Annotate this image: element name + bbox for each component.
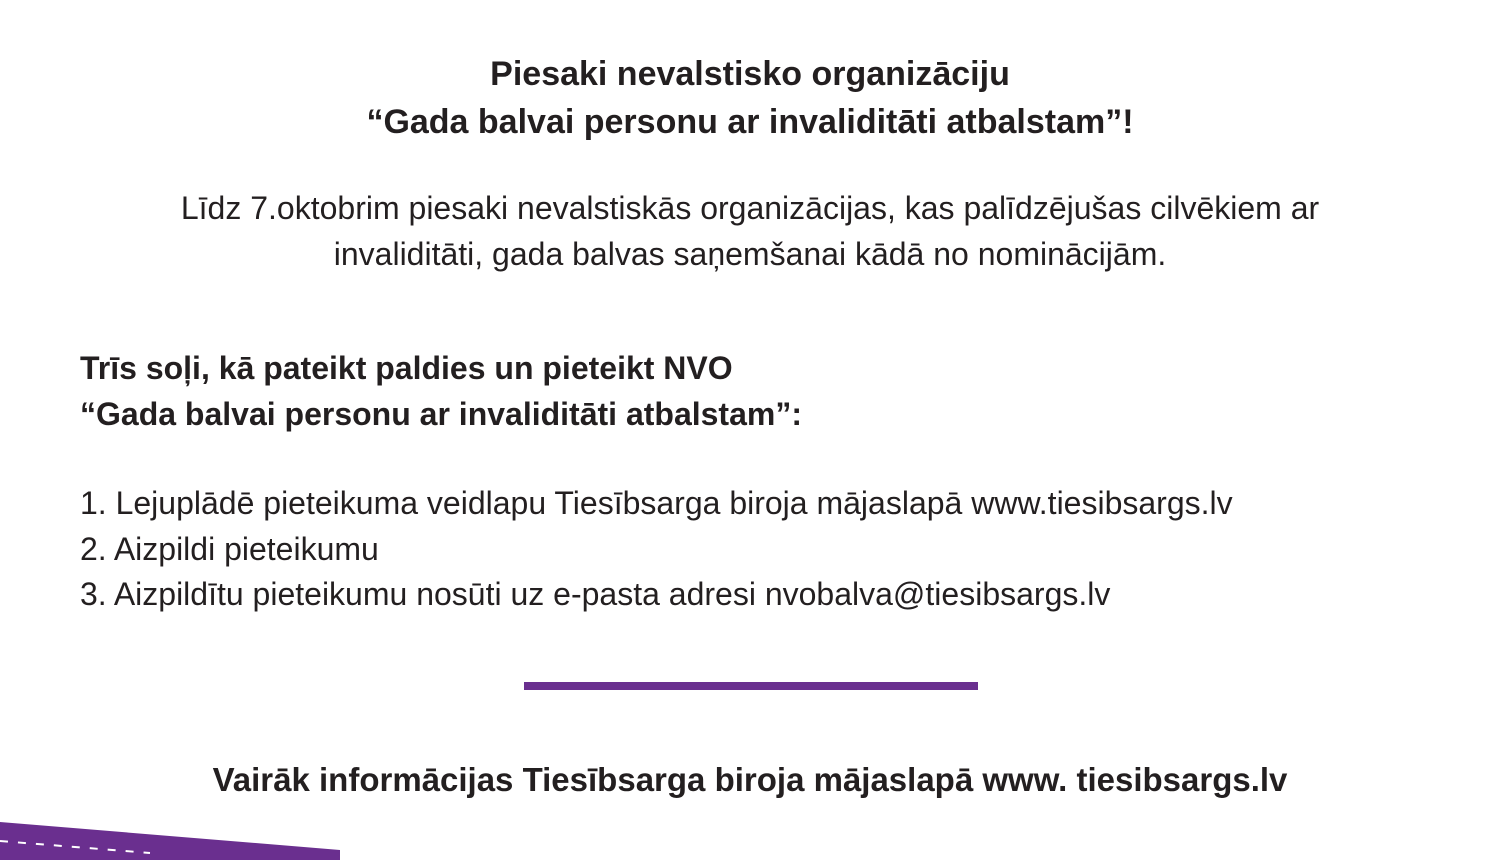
- step-item-1: 1. Lejuplādē pieteikuma veidlapu Tiesībsarga biroja mājaslapā www.tiesibsargs.lv: [80, 485, 1233, 521]
- decorative-corner-band: [0, 810, 360, 860]
- steps-heading-line-1: Trīs soļi, kā pateikt paldies un pieteikt NVO: [80, 350, 733, 386]
- intro-text-line-2: invaliditāti, gada balvas saņemšanai kādā no nominācijām.: [333, 236, 1167, 272]
- intro-text-line-1: Līdz 7.oktobrim piesaki nevalstiskās organizācijas, kas palīdzējušas cilvēkiem ar: [180, 190, 1320, 226]
- steps-heading-line-2: “Gada balvai personu ar invaliditāti atbalstam”:: [80, 396, 802, 432]
- divider-line: [524, 682, 978, 690]
- page-title-line-2: “Gada balvai personu ar invaliditāti atbalstam”!: [366, 103, 1134, 141]
- step-item-3: 3. Aizpildītu pieteikumu nosūti uz e-pasta adresi nvobalva@tiesibsargs.lv: [80, 576, 1111, 612]
- step-item-2: 2. Aizpildi pieteikumu: [80, 531, 379, 567]
- footer-info-text: Vairāk informācijas Tiesībsarga biroja mājaslapā www. tiesibsargs.lv: [212, 761, 1288, 798]
- page-title-line-1: Piesaki nevalstisko organizāciju: [490, 55, 1010, 93]
